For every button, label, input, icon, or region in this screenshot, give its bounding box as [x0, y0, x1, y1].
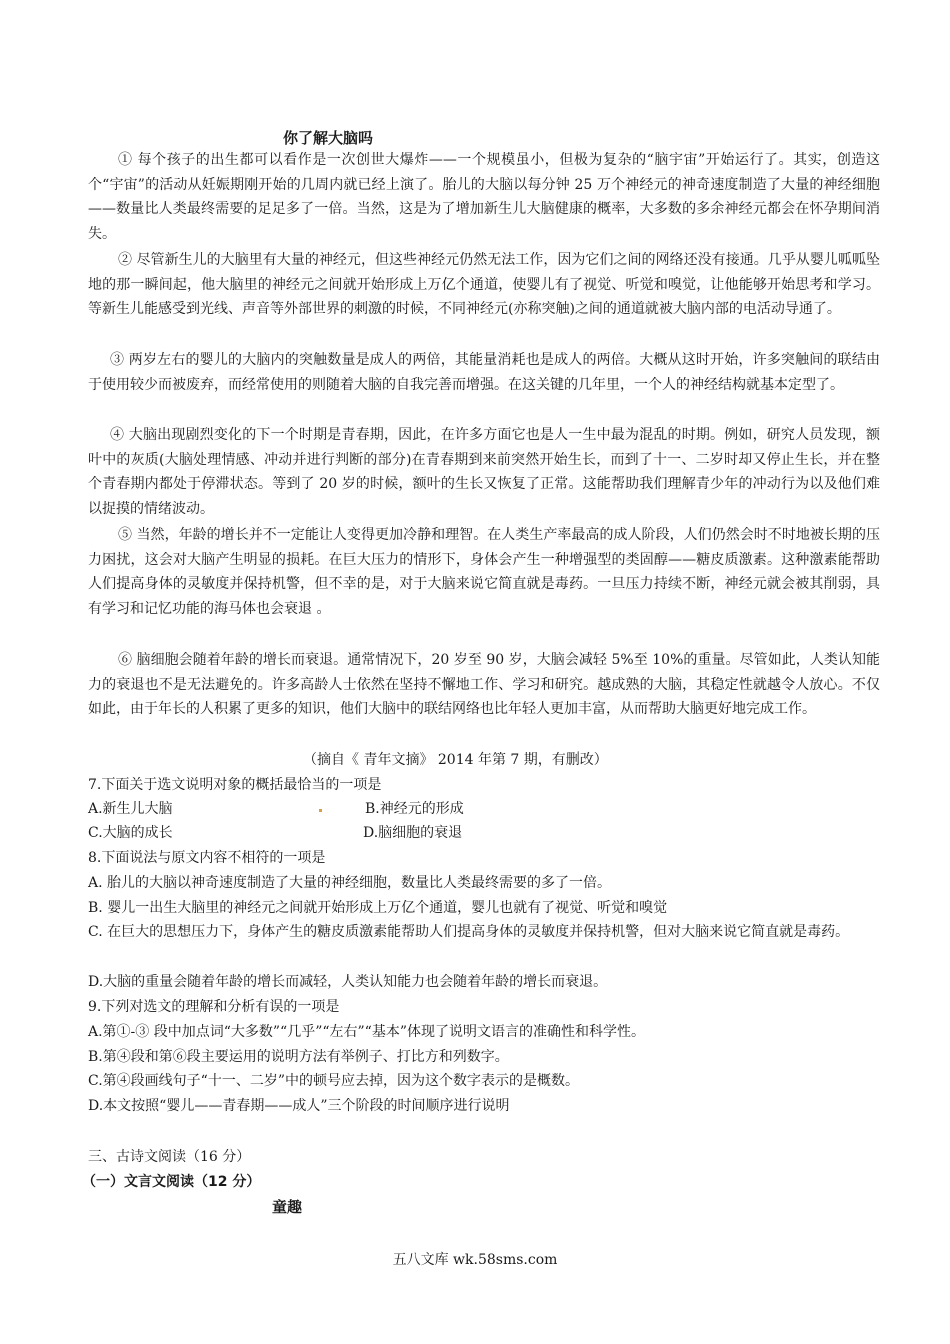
paragraph-2: ② 尽管新生儿的大脑里有大量的神经元，但这些神经元仍然无法工作，因为它们之间的网络还没有接通。几乎从婴儿呱呱坠地的那一瞬间起，他大脑里的神经元之间就开始形成上万亿个通道，使婴儿有了视觉、听觉和嗅觉，让他能够开始思考和学习。等新生儿能感受到光线、声音等外部世界的刺激的时候，不同神经元(亦称突触)之间的通道就被大脑内部的电活动导通了。 [88, 252, 880, 318]
section-3-sub-heading: （一）文言文阅读（12 分） [82, 1174, 261, 1190]
poem-title: 童趣 [272, 1198, 303, 1216]
page-footer: 五八文库 wk.58sms.com [392, 1252, 558, 1268]
paragraph-4: ④ 大脑出现剧烈变化的下一个时期是青春期，因此，在许多方面它也是人一生中最为混乱的时期。例如，研究人员发现，额叶中的灰质(大脑处理情感、冲动并进行判断的部分)在青春期到来前突然开始生长，而到了十一、二岁时却又停止生长，并在整个青春期内都处于停滞状态。等到了 20 岁的时候，额叶的生长又恢复了正常。这能帮助我们理解青少年的冲动行为以及他们难以捉摸的情绪波动。 [88, 427, 880, 517]
question-9-option-a: A.第①-③ 段中加点词“大多数”“几乎”“左右”“基本”体现了说明文语言的准确性和科学性。 [88, 1024, 645, 1040]
question-9-stem: 9.下列对选文的理解和分析有误的一项是 [88, 999, 340, 1015]
question-8-option-d: D.大脑的重量会随着年龄的增长而减轻，人类认知能力也会随着年龄的增长而衰退。 [88, 974, 608, 990]
stray-mark [319, 809, 322, 812]
question-7-option-b: B.神经元的形成 [365, 801, 464, 817]
question-8-option-b: B. 婴儿一出生大脑里的神经元之间就开始形成上万亿个通道，婴儿也就有了视觉、听觉和嗅觉 [88, 900, 668, 916]
question-7-option-c: C.大脑的成长 [88, 825, 173, 841]
question-9-option-d: D.本文按照“婴儿——青春期——成人”三个阶段的时间顺序进行说明 [88, 1098, 510, 1114]
question-7-option-d: D.脑细胞的衰退 [363, 825, 463, 841]
question-8-option-a: A. 胎儿的大脑以神奇速度制造了大量的神经细胞，数量比人类最终需要的多了一倍。 [88, 875, 612, 891]
section-3-heading: 三、古诗文阅读（16 分） [88, 1149, 251, 1165]
question-8-stem: 8.下面说法与原文内容不相符的一项是 [88, 850, 326, 866]
paragraph-3: ③ 两岁左右的婴儿的大脑内的突触数量是成人的两倍，其能量消耗也是成人的两倍。大概从这时开始，许多突触间的联结由于使用较少而被废弃，而经常使用的则随着大脑的自我完善而增强。在这关键的几年里，一个人的神经结构就基本定型了。 [88, 352, 880, 393]
question-9-option-c: C.第④段画线句子“十一、二岁”中的顿号应去掉，因为这个数字表示的是概数。 [88, 1073, 579, 1089]
article-title: 你了解大脑吗 [283, 129, 374, 147]
article-source: （摘自《 青年文摘》 2014 年第 7 期，有删改） [303, 752, 608, 768]
question-7-option-a: A.新生儿大脑 [88, 801, 173, 817]
question-7-stem: 7.下面关于选文说明对象的概括最恰当的一项是 [88, 777, 382, 793]
question-9-option-b: B.第④段和第⑥段主要运用的说明方法有举例子、打比方和列数字。 [88, 1049, 509, 1065]
paragraph-6: ⑥ 脑细胞会随着年龄的增长而衰退。通常情况下，20 岁至 90 岁，大脑会减轻 5%至 10%的重量。尽管如此，人类认知能力的衰退也不是无法避免的。许多高龄人士依然在坚持不懈地工作、学习和研究。越成熟的大脑，其稳定性就越令人放心。不仅如此，由于年长的人积累了更多的知识，他们大脑中的联结网络也比年轻人更加丰富，从而帮助大脑更好地完成工作。 [88, 652, 880, 718]
paragraph-5: ⑤ 当然，年龄的增长并不一定能让人变得更加冷静和理智。在人类生产率最高的成人阶段，人们仍然会时不时地被长期的压力困扰，这会对大脑产生明显的损耗。在巨大压力的情形下，身体会产生一种增强型的类固醇——糖皮质激素。这种激素能帮助人们提高身体的灵敏度并保持机警，但不幸的是，对于大脑来说它简直就是毒药。一旦压力持续不断，神经元就会被其削弱，具有学习和记忆功能的海马体也会衰退 。 [88, 527, 880, 617]
paragraph-1: ① 每个孩子的出生都可以看作是一次创世大爆炸——一个规模虽小，但极为复杂的“脑宇宙”开始运行了。其实，创造这个“宇宙”的活动从妊娠期刚开始的几周内就已经上演了。胎儿的大脑以每分钟 25 万个神经元的神奇速度制造了大量的神经细胞——数量比人类最终需要的足足多了一倍。当然，这是为了增加新生儿大脑健康的概率，大多数的多余神经元都会在怀孕期间消失。 [88, 152, 880, 242]
question-8-option-c: C. 在巨大的思想压力下，身体产生的糖皮质激素能帮助人们提高身体的灵敏度并保持机警，但对大脑来说它简直就是毒药。 [88, 924, 850, 940]
